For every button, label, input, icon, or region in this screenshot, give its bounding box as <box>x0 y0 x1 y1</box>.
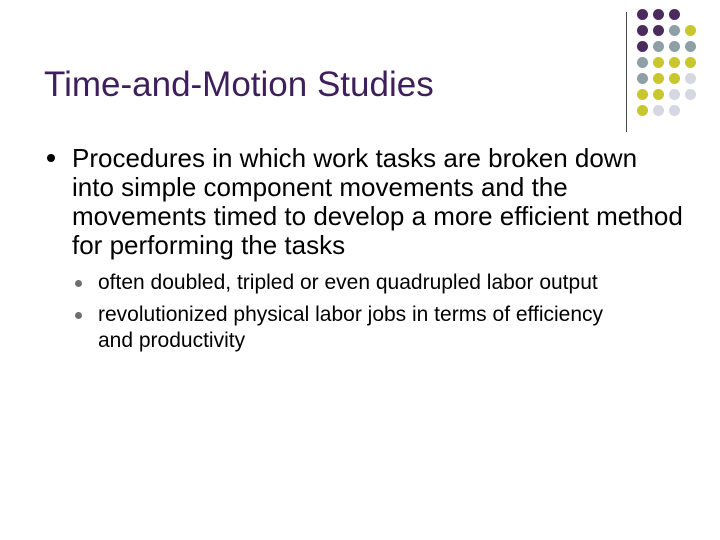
decorative-dot <box>685 89 696 100</box>
decorative-dot <box>669 9 680 20</box>
decorative-dot-grid <box>637 9 720 124</box>
slide-title: Time-and-Motion Studies <box>44 65 434 104</box>
decorative-dot <box>637 25 648 36</box>
decorative-dot <box>653 9 664 20</box>
decorative-dot <box>669 25 680 36</box>
decorative-dot <box>653 25 664 36</box>
bullet-list <box>44 144 684 360</box>
decorative-dot <box>685 41 696 52</box>
decorative-dot <box>637 73 648 84</box>
sub-bullet-text: revolutionized physical labor jobs in terms of efficiency and productivity <box>98 303 604 352</box>
bullet-marker-icon <box>47 154 55 162</box>
sub-bullet-item <box>72 302 638 354</box>
decorative-dot <box>669 105 680 116</box>
decorative-dot <box>653 89 664 100</box>
decorative-dot <box>653 105 664 116</box>
sub-bullet-marker-icon <box>75 312 82 319</box>
decorative-dot <box>669 41 680 52</box>
decorative-dot <box>653 73 664 84</box>
bullet-item <box>44 144 684 354</box>
decorative-dot <box>653 57 664 68</box>
sub-bullet-text: often doubled, tripled or even quadrupled labor output <box>98 271 598 294</box>
decorative-dot <box>653 41 664 52</box>
decorative-dot <box>669 57 680 68</box>
decorative-dot <box>669 73 680 84</box>
decorative-dot <box>685 25 696 36</box>
decorative-dot <box>685 57 696 68</box>
decorative-dot <box>637 41 648 52</box>
decorative-dot <box>637 9 648 20</box>
decorative-dot <box>685 73 696 84</box>
decorative-dot <box>669 89 680 100</box>
sub-bullet-marker-icon <box>75 280 82 287</box>
sub-bullet-list <box>72 270 684 354</box>
decorative-dot <box>637 89 648 100</box>
sub-bullet-item <box>72 270 638 296</box>
title-divider <box>626 12 627 132</box>
bullet-text: Procedures in which work tasks are broken down into simple component movements and the movements timed to develop a more efficient method for performing the tasks <box>72 143 683 260</box>
decorative-dot <box>637 57 648 68</box>
decorative-dot <box>637 105 648 116</box>
